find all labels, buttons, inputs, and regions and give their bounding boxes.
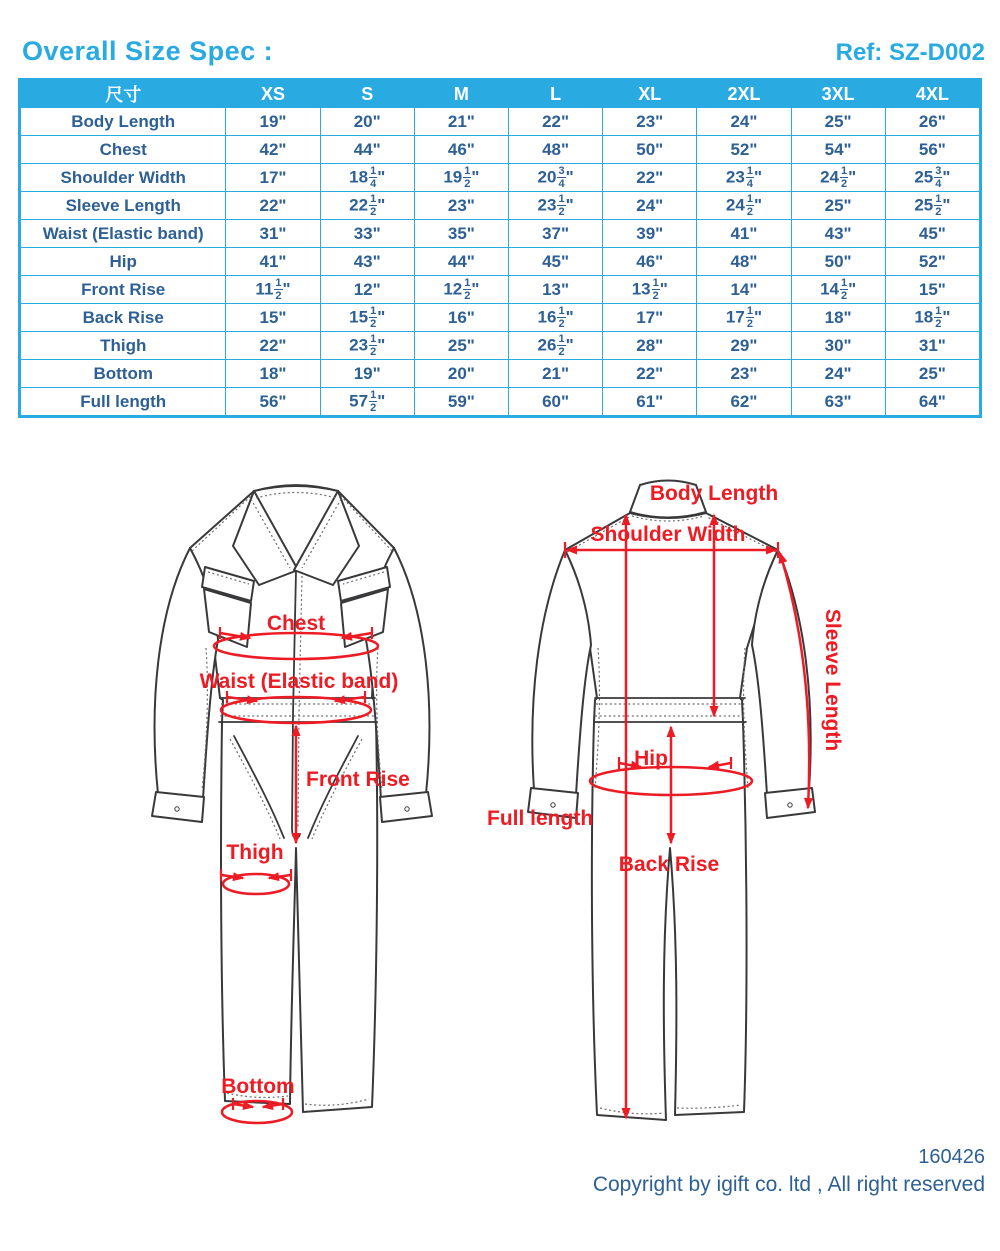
size-value: 21" bbox=[508, 360, 602, 388]
size-value: 24" bbox=[697, 108, 791, 136]
table-row bbox=[20, 360, 981, 388]
bottom-label: Bottom bbox=[221, 1075, 295, 1098]
size-value: 23" bbox=[414, 192, 508, 220]
size-value: 56" bbox=[885, 136, 980, 164]
size-value: 50" bbox=[791, 248, 885, 276]
size-value: 23" bbox=[697, 360, 791, 388]
size-column-header: 尺寸 bbox=[20, 80, 226, 108]
size-value: 25" bbox=[791, 192, 885, 220]
size-header-s: S bbox=[320, 80, 414, 108]
size-value: 20" bbox=[320, 108, 414, 136]
size-value: 54" bbox=[791, 136, 885, 164]
full-length-label: Full length bbox=[487, 807, 594, 830]
size-value: 23 $\frac{1}{2}$ " bbox=[320, 332, 414, 360]
size-value: 28" bbox=[603, 332, 697, 360]
size-value: 23 $\frac{1}{2}$ " bbox=[508, 192, 602, 220]
size-value: 24 $\frac{1}{2}$ " bbox=[791, 164, 885, 192]
size-value: 59" bbox=[414, 388, 508, 417]
size-value: 37" bbox=[508, 220, 602, 248]
size-header-l: L bbox=[508, 80, 602, 108]
size-value: 26" bbox=[885, 108, 980, 136]
size-value: 46" bbox=[603, 248, 697, 276]
size-value: 52" bbox=[697, 136, 791, 164]
size-value: 39" bbox=[603, 220, 697, 248]
ref-code: Ref: SZ-D002 bbox=[835, 39, 985, 66]
size-value: 23 $\frac{1}{4}$ " bbox=[697, 164, 791, 192]
table-row bbox=[20, 332, 981, 360]
body-length-label: Body Length bbox=[649, 482, 779, 505]
size-value: 13 $\frac{1}{2}$ " bbox=[603, 276, 697, 304]
size-value: 18" bbox=[791, 304, 885, 332]
size-value: 26 $\frac{1}{2}$ " bbox=[508, 332, 602, 360]
size-value: 31" bbox=[226, 220, 320, 248]
thigh-label: Thigh bbox=[226, 841, 284, 864]
garment-diagrams bbox=[0, 450, 1000, 1150]
size-value: 24" bbox=[791, 360, 885, 388]
row-label: Full length bbox=[20, 388, 226, 417]
size-value: 18 $\frac{1}{4}$ " bbox=[320, 164, 414, 192]
row-label: Back Rise bbox=[20, 304, 226, 332]
row-label: Sleeve Length bbox=[20, 192, 226, 220]
size-value: 31" bbox=[885, 332, 980, 360]
table-row bbox=[20, 248, 981, 276]
size-value: 17" bbox=[226, 164, 320, 192]
size-value: 19" bbox=[226, 108, 320, 136]
size-header-m: M bbox=[414, 80, 508, 108]
size-value: 60" bbox=[508, 388, 602, 417]
size-value: 64" bbox=[885, 388, 980, 417]
size-value: 17" bbox=[603, 304, 697, 332]
size-value: 22 $\frac{1}{2}$ " bbox=[320, 192, 414, 220]
size-value: 22" bbox=[603, 164, 697, 192]
back-right-cuff-button bbox=[788, 803, 792, 807]
doc-code: 160426 bbox=[918, 1146, 985, 1168]
copyright-text: Copyright by igift co. ltd , All right reserved bbox=[592, 1173, 985, 1196]
footer bbox=[593, 1146, 985, 1197]
size-header-2xl: 2XL bbox=[697, 80, 791, 108]
front-view-drawing bbox=[152, 485, 432, 1112]
shoulder-width-label: Shoulder Width bbox=[590, 523, 746, 546]
size-value: 17 $\frac{1}{2}$ " bbox=[697, 304, 791, 332]
size-value: 48" bbox=[697, 248, 791, 276]
row-label: Chest bbox=[20, 136, 226, 164]
size-value: 23" bbox=[603, 108, 697, 136]
size-value: 44" bbox=[320, 136, 414, 164]
size-value: 20" bbox=[414, 360, 508, 388]
size-value: 22" bbox=[226, 192, 320, 220]
size-value: 61" bbox=[603, 388, 697, 417]
size-value: 41" bbox=[697, 220, 791, 248]
size-value: 18" bbox=[226, 360, 320, 388]
size-header-4xl: 4XL bbox=[885, 80, 980, 108]
size-value: 30" bbox=[791, 332, 885, 360]
size-value: 15" bbox=[226, 304, 320, 332]
size-value: 63" bbox=[791, 388, 885, 417]
row-label: Waist (Elastic band) bbox=[20, 220, 226, 248]
table-row bbox=[20, 220, 981, 248]
size-value: 29" bbox=[697, 332, 791, 360]
size-value: 57 $\frac{1}{2}$ " bbox=[320, 388, 414, 417]
size-value: 35" bbox=[414, 220, 508, 248]
page-title: Overall Size Spec : bbox=[22, 36, 274, 66]
size-value: 13" bbox=[508, 276, 602, 304]
size-value: 56" bbox=[226, 388, 320, 417]
table-row bbox=[20, 304, 981, 332]
size-value: 25 $\frac{3}{4}$ " bbox=[885, 164, 980, 192]
row-label: Bottom bbox=[20, 360, 226, 388]
size-value: 22" bbox=[226, 332, 320, 360]
size-value: 18 $\frac{1}{2}$ " bbox=[885, 304, 980, 332]
table-row bbox=[20, 164, 981, 192]
size-value: 15" bbox=[885, 276, 980, 304]
table-header-row bbox=[20, 80, 981, 108]
size-value: 25" bbox=[414, 332, 508, 360]
size-value: 14" bbox=[697, 276, 791, 304]
row-label: Thigh bbox=[20, 332, 226, 360]
size-value: 52" bbox=[885, 248, 980, 276]
front-rise-label: Front Rise bbox=[306, 768, 410, 791]
size-value: 45" bbox=[885, 220, 980, 248]
row-label: Body Length bbox=[20, 108, 226, 136]
size-value: 19 $\frac{1}{2}$ " bbox=[414, 164, 508, 192]
size-value: 11 $\frac{1}{2}$ " bbox=[226, 276, 320, 304]
waist-label: Waist (Elastic band) bbox=[199, 670, 399, 693]
title-bar bbox=[22, 36, 985, 67]
size-value: 43" bbox=[791, 220, 885, 248]
size-header-xl: XL bbox=[603, 80, 697, 108]
size-header-xs: XS bbox=[226, 80, 320, 108]
chest-label: Chest bbox=[266, 612, 326, 635]
size-value: 41" bbox=[226, 248, 320, 276]
size-value: 21" bbox=[414, 108, 508, 136]
size-value: 48" bbox=[508, 136, 602, 164]
size-value: 15 $\frac{1}{2}$ " bbox=[320, 304, 414, 332]
size-value: 33" bbox=[320, 220, 414, 248]
table-row bbox=[20, 136, 981, 164]
hip-label: Hip bbox=[634, 747, 668, 770]
size-value: 50" bbox=[603, 136, 697, 164]
size-value: 16 $\frac{1}{2}$ " bbox=[508, 304, 602, 332]
size-spec-table bbox=[18, 78, 982, 418]
size-value: 25 $\frac{1}{2}$ " bbox=[885, 192, 980, 220]
back-rise-label: Back Rise bbox=[618, 853, 720, 876]
size-value: 25" bbox=[885, 360, 980, 388]
size-table-body bbox=[20, 108, 981, 417]
size-value: 42" bbox=[226, 136, 320, 164]
front-left-cuff-button bbox=[175, 807, 179, 811]
size-value: 16" bbox=[414, 304, 508, 332]
row-label: Shoulder Width bbox=[20, 164, 226, 192]
size-header-3xl: 3XL bbox=[791, 80, 885, 108]
size-value: 46" bbox=[414, 136, 508, 164]
table-row bbox=[20, 388, 981, 417]
size-value: 22" bbox=[603, 360, 697, 388]
size-value: 24 $\frac{1}{2}$ " bbox=[697, 192, 791, 220]
size-value: 12" bbox=[320, 276, 414, 304]
size-value: 20 $\frac{3}{4}$ " bbox=[508, 164, 602, 192]
size-value: 44" bbox=[414, 248, 508, 276]
row-label: Front Rise bbox=[20, 276, 226, 304]
size-value: 45" bbox=[508, 248, 602, 276]
size-value: 19" bbox=[320, 360, 414, 388]
row-label: Hip bbox=[20, 248, 226, 276]
sleeve-length-label: Sleeve Length bbox=[821, 608, 844, 752]
size-value: 14 $\frac{1}{2}$ " bbox=[791, 276, 885, 304]
size-value: 25" bbox=[791, 108, 885, 136]
size-value: 22" bbox=[508, 108, 602, 136]
size-value: 12 $\frac{1}{2}$ " bbox=[414, 276, 508, 304]
size-value: 24" bbox=[603, 192, 697, 220]
table-row bbox=[20, 276, 981, 304]
size-value: 43" bbox=[320, 248, 414, 276]
table-row bbox=[20, 108, 981, 136]
front-right-cuff-button bbox=[405, 807, 409, 811]
table-row bbox=[20, 192, 981, 220]
size-value: 62" bbox=[697, 388, 791, 417]
